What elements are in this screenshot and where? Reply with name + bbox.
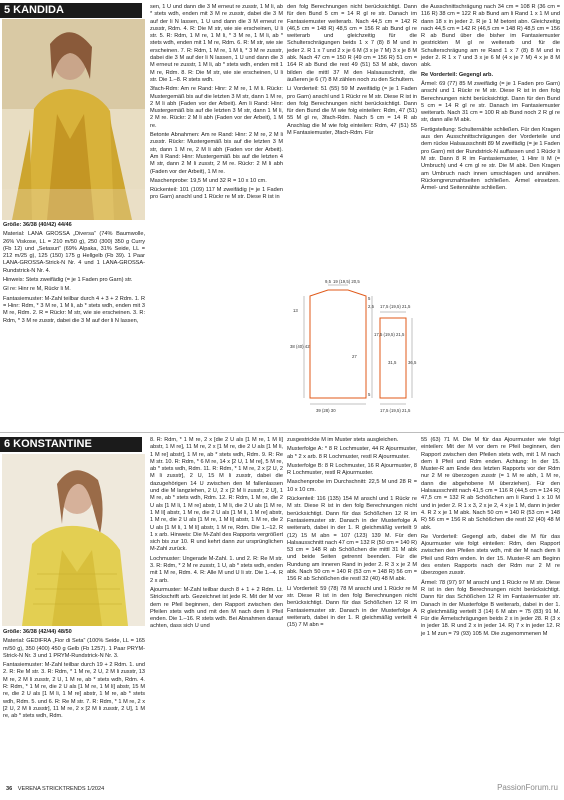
konstantine-col2-text	[150, 437, 283, 633]
front-label: 13	[293, 308, 298, 313]
musterfolge-b: Musterfolge B: 8 R Lochmuster, 16 R Ajourmuster, 8 R Lochmuster, restl R Ajourmuster.	[287, 462, 417, 477]
sleeve-height-label: 31,5	[388, 360, 397, 365]
neck-width-label: 9,5	[325, 279, 331, 284]
konstantine-col1-text	[3, 629, 145, 723]
photo-illustration	[2, 19, 145, 220]
rueckenteil-paragraph: Rückenteil: 101 (109) 117 M zweifädig (= je 1 Faden pro Garn) anschl und 1 Rückr re M str. Diese R ist in	[150, 187, 283, 201]
li-vorderteil-paragraph: Li Vorderteil: 59 (78) 78 M anschl und 1 Rückr re M str. Diese R ist in den folg Berechnungen nicht berücksichtigt. Dann für das Schößchen 12 R im Fantasiemuster str. Danach in der Musterfolge A weiterarb, dabei in der 1. R gleichmäßig verteilt 4 (15) 7 M abn =	[287, 585, 417, 629]
kandida-col3-text	[287, 4, 417, 139]
abnahmen-paragraph: Betonte Abnahmen: Am re Rand: Hinr: 2 M re, 2 M li zusstr. Rückr: Mustergemäß bis auf die letzten 3 M str, dann 1 M re, 2 M li abh (Faden vor der Arbeit). Am li Rand: Hinr: Mustergemäß bis auf die letzten 4 M str, dann 2 M li zusstr, 2 M re. Rückr: 2 M li abh (Faden vor der Arbeit), 1 M re.	[150, 132, 283, 175]
back-outline	[310, 290, 366, 398]
kandida-col1-text	[3, 222, 145, 327]
shoulder-label: 17,5 (19,5) 21,5	[374, 332, 405, 337]
section-title: 6 KONSTANTINE	[4, 438, 92, 450]
pattern-rows: 8. R: Rdm, * 1 M re, 2 x [die 2 U als [1 M re, 1 M li] abstr, 1 M re], 11 M re, 2 x [1 M re, die 2 U als [1 M li, 1 M re] abstr], 1 M re, ab * stets wdh, Rdm. 9. R: Re M str. 10. R: Rdm, * 6 M re, 14 x [2 U, 1 M re], 5 M re, ab * stets wdh, Rdm. 11. R: Rdm, * 1 M re, 2 x [2 U, 2 M li zusstr], 2 U, 15 M li zusstr, dabei die dazugehörigen 14 U zwischen den M fallenlassen und die M langziehen, 2 U, 2 x [2 M li zusstr, 2 U], 1 M re, ab * stets wdh, Rdm. 12. R: Rdm, 1 M re, die 2 U als [1 M li, 1 M re] abstr, 1 M li, die 2 U als [1 M re, 1 M li] abstr, 1 M re, die 2 U als [1 M li, 1 M re] abstr, 1 M re, die 2 U als [1 M re, 1 M li] abstr, 1 M re, die 2 U als [1 M li, 1 M li] abstr, 1 M re, Rdm. Die 1.–12. R 1 x arb. Hinweis: Die M-Zahl des Rapports vergrößert sich bis zur 10. R und kehrt dann zur ursprünglichen M-Zahl zurück.	[150, 437, 283, 553]
rueckenteil-cont: den folg Berechnungen nicht berücksichtigt. Dann für den Bund 5 cm = 14 R gl re str. Danach im Fantasiemuster weiterarb. Nach 44,5 cm = 142 R (46,5 cm = 148 R) 48,5 cm = 156 R ab Bund gl re weiterarb und gleichzeitig für die Schulterschrägungen beids 1 x 7 (8) 8 M und in jeder 2. R 1 x 7 und 2 x je 6 M (3 x je 7 M) 3 x je 8 M abk. Nach 47 cm = 150 R (49 cm = 156 R) 51 cm = 164 R ab Bund die rest 49 (51) 53 M abk, davon bilden die mittl 37 M den Halsausschnitt, die äußeren je 6 (7) 8 M zählen noch zu den Schultern.	[287, 4, 417, 83]
aermel-paragraph: Ärmel: 69 (77) 85 M zweifädig (= je 1 Faden pro Garn) anschl und 1 Rückr re M str. Diese R ist in den folg Berechnungen nicht berücksichtigt. Dann für den Bund 5 cm = 14 R gl re str. Danach im Fantasiemuster weiterarb. Nach 31 cm = 100 R ab Bund noch 2 R gl re str, dann alle M abk.	[421, 80, 560, 124]
schematic-svg	[288, 278, 424, 428]
kandida-col4-text	[421, 4, 560, 194]
vorderteil-cont: die Ausschnittschrägung nach 34 cm = 108 R (36 cm = 116 R) 38 cm = 122 R ab Bund am li Rand 1 x 1 M und dann 18 x in jeder 2. R je 1 M betont abn. Gleichzeitig nach 44,5 cm = 142 R (46,5 cm = 148 R) 48,5 cm = 156 R ab Bund über die bisher im Fantasiemuster gestrickten M gl re weiterarb und für die Schulterschrägung am re Rand 1 x 7 (8) 8 M und in jeder 2. R 1 x 7 und 3 x je 6 M (4 x je 7 M) 4 x je 8 M abk.	[421, 4, 560, 69]
sleeve-total-label: 36,5	[408, 360, 417, 365]
hinweis-paragraph: Hinweis: Stets zweifädig (= je 1 Faden pro Garn) str.	[3, 277, 133, 284]
section-header-kandida	[0, 3, 142, 18]
maschenprobe-paragraph: Maschenprobe: 19,5 M und 32 R = 10 x 10 cm.	[150, 177, 267, 184]
neck-mid-label: 19 (19,5) 20,5	[333, 279, 360, 284]
sleeve-top-label: 17,5 (19,5) 21,5	[380, 304, 411, 309]
page-number: 36	[6, 786, 13, 792]
konstantine-col3-text	[287, 437, 417, 631]
model-photo-kandida	[2, 19, 145, 220]
sleeve-bottom-label: 17,5 (19,5) 21,5	[380, 408, 411, 413]
cuff-label: 5	[368, 392, 371, 397]
gl-re-paragraph: Gl re: Hinr re M, Rückr li M.	[3, 286, 71, 293]
side-top-label: 5	[368, 296, 371, 301]
re-vorderteil: Re Vorderteil: Gegengl arb.	[421, 71, 494, 78]
cont-paragraph: zusgestrickte M im Muster stets ausgleichen.	[287, 437, 399, 443]
lochmuster-paragraph: Lochmuster: Ungerade M-Zahl. 1. und 2. R: Re M str. 3. R: Rdm, * 2 M re zusstr, 1 U, ab * stets wdh, enden mit 1 M re, Rdm. 4. R: Alle M und U li str. Die 1.–4. R 2 x arb.	[150, 555, 283, 584]
left-height-label: 38 (40) 42	[290, 344, 310, 349]
sleeve-outline	[380, 318, 406, 398]
pattern-rows: sen, 1 U und dann die 3 M erneut re zusstr, 1 M li, ab * stets wdh, enden mit 3 M re zusstr, dabei die 3 M auf der li N lassen, 1 U und dann die 3 M erneut re zusstr, Rdm. 4. R: Die M str, wie sie erscheinen, U li str. 5. R: Rdm, 1 M re, 1 M li, * 3 M re, 1 M li, ab * stets wdh, enden mit 1 M re, Rdm. 6. R: M str, wie sie erscheinen. 7. R: Rdm, 1 M re, 1 M li, * 3 M re zusstr, dabei die 3 M auf der li N lassen, 1 U und dann die 3 M erneut re zusstr, 1 M li, ab * stets wdh, enden mit 1 M re, Rdm. 8. R: Die M str, wie sie erscheinen, U li str. Die 1.–8. R stets wdh.	[150, 4, 283, 83]
section-header-konstantine	[0, 437, 142, 452]
magazine-name: VERENA STRICKTRENDS 1/2024	[17, 786, 105, 792]
bottom-width-label: 39 (28) 30	[316, 408, 336, 413]
fertigstellung-paragraph: Fertigstellung: Schulternähte schließen. Für den Kragen aus den Ausschnittschrägungen der Vorderteile und dem rückw Halsausschnitt 89 M zweifädig (= je 1 Faden pro Garn) mit der Rundstrick-N auffassen und 1 Rückr li M str. Dann 8 R im Fantasiemuster, 1 Hinr li M (= Umbruch) und 4 cm gl re str. Die M abk. Den Kragen am Umbruch nach innen umschlagen und annähen. Rückengrenznahtseiten schließen. Ärmel einsetzen. Ärmel- und Seitennähte schließen.	[421, 126, 560, 192]
photo-illustration	[2, 454, 145, 626]
size-line: Größe: 36/38 (42/44) 48/50	[3, 629, 72, 635]
aermel-paragraph: Ärmel: 78 (97) 97 M anschl und 1 Rückr re M str. Diese R ist in den folg Berechnungen nicht berücksichtigt. Dann für das Schößchen 12 R im Fantasiemuster str. Danach in der Musterfolge B weiterarb, dabei in der 1. R gleichmäßig verteilt 3 (14) 6 M abn = 75 (83) 91 M. Für die Ärmelschrägungen beids 2 x in jeder 28. R (3 x in jeder 18. R und 2 x in jeder 14. R) 7 x in jeder 12. R je 1 M zun = 79 (93) 105 M. Die zugenommenen M	[421, 579, 560, 637]
watermark: PassionForum.ru	[497, 783, 558, 792]
section-title: 5 KANDIDA	[4, 4, 64, 16]
fantasie-paragraph: Fantasiemuster: M-Zahl teilbar durch 19 + 2 Rdm. 1. und 2. R: Re M str. 3. R: Rdm, * 1 M re, 2 U, 2 M li zusstr, 13 M re, 2 M li zusstr, 2 U, 1 M re, ab * stets wdh, Rdm. 4. R: Rdm, * 1 M re, die 2 U als [1 M re, 1 M li] abstr, 15 M re, die 2 U als [1 M li, 1 M re] abstr, 1 M re, ab * stets wdh, Rdm. 5. und 6. R: Re M str. 7. R: Rdm, * 1 M re, 2 x [2 U, 2 M li zusstr], 11 M re, 2 x [2 M li zusstr, 2 U], 1 M re, ab * stets wdh, Rdm.	[3, 662, 145, 720]
page-footer	[6, 786, 104, 792]
ajourmuster-paragraph: Ajourmuster: M-Zahl teilbar durch 8 + 1 + 2 Rdm. Lt. Strickschrift arb. Gezeichnet ist jede R. Mit der M vor dem re Pfeil beginnen, den Rapport zwischen den Pfeilen stets wdh und mit den M nach dem li Pfeil enden. Die 1.–16. R stets wdh. Bei Abnahmen darauf achten, dass sich U und	[150, 586, 283, 630]
re-vorderteil: Re Vorderteil: Gegengl arb, dabei die M für das Ajourmuster wie folgt einteilen: Rdm, den Rapport zwischen den Pfeilen stets wdh, mit der M nach dem li Pfeil und Rdm enden. In der 15. Muster-R am Beginn des ersten Rapports nach der Rdm nur 2 M re überzogen zusstr.	[421, 533, 560, 577]
model-photo-konstantine	[2, 454, 145, 626]
rueckenteil-paragraph: Rückenteil: 116 (135) 154 M anschl und 1 Rückr re M str. Diese R ist in den folg Berechnungen nicht berücksichtigt. Dann für das Schößchen 12 R im Fantasiemuster str. Danach in der Musterfolge A weiterarb, dabei in der 1. R gleichmäßig verteilt 9 (12) 15 M abn = 107 (123) 139 M. Für den Halsausschnitt nach 47 cm = 132 R (50 cm = 140 R) 53 cm = 148 R ab Schößchen die mittl 31 M abk und beide Seiten getrennt beenden. Für die Rundung am inneren Rand in jeder 2. R 3 x je 2 M abk. Nach 50 cm = 140 R (53 cm = 148 R) 56 cm = 156 R ab Schößchen die restl 32 (40) 48 M abk.	[287, 496, 417, 583]
section-divider	[0, 432, 564, 433]
armhole-label: 2,5	[368, 304, 374, 309]
size-line: Größe: 36/38 (40/42) 44/46	[3, 222, 72, 228]
material-paragraph: Material: LANA GROSSA „Diversa“ (74% Baumwolle, 26% Viskose, LL = 210 m/50 g), 250 (300) 350 g Curry (Fb 12) und „Setasuri“ (69% Alpaka, 31% Seide, LL = 212 m/25 g), 125 (150) 175 g Hellgelb (Fb 39). 1 Paar LANA-GROSSA-Strick-N Nr. 4 und 1 LANA-GROSSA-Rundstrick-N Nr. 4.	[3, 231, 145, 274]
fantasie-paragraph: Fantasiemuster: M-Zahl teilbar durch 4 + 3 + 2 Rdm. 1. R = Hinr: Rdm, * 3 M re, 1 M li, ab * stets wdh, enden mit 3 M re, Rdm. 2. R = Rückr: M str, wie sie erscheinen. 3. R: Rdm, * 3 M re zusstr, dabei die 3 M auf der li N lassen,	[3, 295, 145, 324]
konstantine-col4-text	[421, 437, 560, 640]
vorderteil-cont: 55 (63) 71 M. Die M für das Ajourmuster wie folgt einteilen: Mit der M vor dem re Pfeil beginnen, den Rapport zwischen den Pfeilen stets wdh, mit 1 M nach dem li Pfeil und Rdm enden. Achtung: In der 15. Muster-R am Ende des letzten Rapports vor der Rdm nur 2 M re überzogen zusstr (= 1 M re abh, 1 M re, dann die abgehobene M überziehen). Für den Halsausschnitt nach 41,5 cm = 116 R (44,5 cm = 124 R) 47,5 cm = 132 R ab Schößchen am li Rand 1 x 10 M und in jeder 2. R 1 x 3, 2 x je 2, 4 x je 1 M, dann in jeder 4. R 2 x je 1 M abk. Nach 50 cm = 140 R (53 cm = 148 R) 56 cm = 156 R ab Schößchen die restl 32 (40) 48 M abk.	[421, 437, 560, 531]
kandida-col2-text	[150, 4, 283, 204]
kandida-schematic	[288, 278, 424, 428]
body-height-label: 27	[352, 354, 357, 359]
musterfolge-a: Musterfolge A: * 8 R Lochmuster, 44 R Ajourmuster, ab * 2 x arb. 8 R Lochmuster, restl R Ajourmuster.	[287, 446, 417, 460]
rand-paragraph: 3fach-Rdm: Am re Rand: Hinr: 2 M re, 1 M li. Rückr: Mustergemäß bis auf die letzten 3 M str, dann 1 M re, 2 M li abh (Faden vor der Arbeit). Am li Rand: Hinr: Mustergemäß bis auf die letzten 3 M str, dann 1 M li, 2 M re. Rückr: 2 M li abh (Faden vor der Arbeit), 1 M re.	[150, 86, 283, 129]
maschenprobe-paragraph: Maschenprobe im Durchschnitt: 22,5 M und 28 R = 10 x 10 cm.	[287, 479, 417, 493]
material-paragraph: Material: GEDIFRA „Fior di Seta“ (100% Seide, LL = 165 m/50 g), 350 (400) 450 g Gelb (Fb 1257). 1 Paar PRYM-Strick-N Nr. 3 und 1 PRYM-Rundstrick-N Nr. 3.	[3, 638, 145, 659]
li-vorderteil-paragraph: Li Vorderteil: 51 (55) 59 M zweifädig (= je 1 Faden pro Garn) anschl und 1 Rückr re M str. Diese R ist in den folg Berechnungen nicht berücksichtigt. Dann für den Bund die M wie folg einteilen: Rdm, 47 (51) 55 M gl re, 3fach-Rdm. Nach 5 cm = 14 R ab Anschlag die M wie folg einteilen: Rdm, 47 (51) 55 M Fantasiemuster, 3fach-Rdm. Für	[287, 86, 417, 137]
